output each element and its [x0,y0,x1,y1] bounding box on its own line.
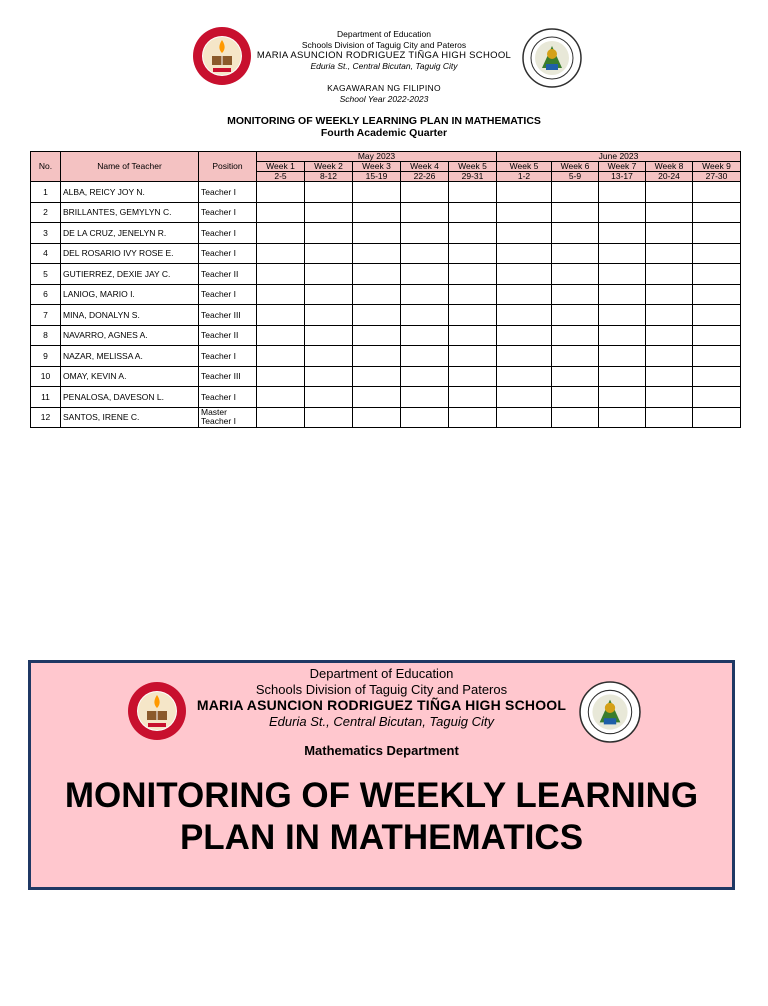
week-check-cell[interactable] [599,305,646,326]
week-check-cell[interactable] [257,366,305,387]
week-check-cell[interactable] [646,387,693,408]
row-teacher-name: MINA, DONALYN S. [61,305,199,326]
week-check-cell[interactable] [257,202,305,223]
month-may-header: May 2023 [257,152,497,162]
table-row [31,346,741,367]
banner-department: Department of Education [309,666,454,681]
week-dates: 5-9 [552,172,599,182]
week-check-cell[interactable] [497,325,552,346]
week-dates: 1-2 [497,172,552,182]
banner-school-seal-logo [127,681,187,741]
row-no: 6 [31,284,61,305]
week-check-cell[interactable] [401,407,449,428]
week-check-cell[interactable] [646,305,693,326]
header-school: MARIA ASUNCION RODRIGUEZ TIÑGA HIGH SCHOOL [256,50,512,61]
banner-school: MARIA ASUNCION RODRIGUEZ TIÑGA HIGH SCHOOL [196,697,567,713]
row-position: Teacher I [199,202,257,223]
school-seal-logo [192,26,252,86]
row-no: 10 [31,366,61,387]
week-check-cell[interactable] [497,284,552,305]
row-position: Teacher II [199,325,257,346]
header-kagawaran: KAGAWARAN NG FILIPINO [327,83,441,93]
week-check-cell[interactable] [257,346,305,367]
week-check-cell[interactable] [353,407,401,428]
week-check-cell[interactable] [401,223,449,244]
week-check-cell[interactable] [449,387,497,408]
week-check-cell[interactable] [646,202,693,223]
week-check-cell[interactable] [257,264,305,285]
table-row [31,387,741,408]
month-june-header: June 2023 [497,152,741,162]
header-division: Schools Division of Taguig City and Pateros [301,40,467,50]
row-position: Teacher III [199,305,257,326]
week-check-cell[interactable] [599,387,646,408]
week-check-cell[interactable] [693,243,741,264]
week-check-cell[interactable] [449,223,497,244]
week-check-cell[interactable] [552,407,599,428]
row-no: 12 [31,407,61,428]
header-title: MONITORING OF WEEKLY LEARNING PLAN IN MATHEMATICS [227,115,541,127]
week-check-cell[interactable] [599,264,646,285]
table-row [31,325,741,346]
week-check-cell[interactable] [497,387,552,408]
banner-dept: Mathematics Department [304,743,459,758]
week-check-cell[interactable] [305,366,353,387]
week-check-cell[interactable] [401,387,449,408]
week-check-cell[interactable] [305,202,353,223]
week-check-cell[interactable] [353,305,401,326]
week-check-cell[interactable] [353,202,401,223]
row-teacher-name: DEL ROSARIO IVY ROSE E. [61,243,199,264]
row-position: Teacher II [199,264,257,285]
week-check-cell[interactable] [401,325,449,346]
week-check-cell[interactable] [353,284,401,305]
table-row [31,407,741,428]
table-row [31,264,741,285]
title-banner [28,660,735,890]
row-position: Teacher I [199,387,257,408]
week-label: Week 5 [497,162,552,172]
week-check-cell[interactable] [552,366,599,387]
week-check-cell[interactable] [693,284,741,305]
week-label: Week 8 [646,162,693,172]
week-check-cell[interactable] [497,223,552,244]
week-check-cell[interactable] [305,243,353,264]
week-check-cell[interactable] [497,202,552,223]
week-check-cell[interactable] [599,284,646,305]
row-teacher-name: ALBA, REICY JOY N. [61,182,199,203]
week-check-cell[interactable] [693,202,741,223]
week-check-cell[interactable] [257,305,305,326]
week-label: Week 9 [693,162,741,172]
week-check-cell[interactable] [497,305,552,326]
week-label: Week 7 [599,162,646,172]
week-check-cell[interactable] [257,223,305,244]
week-check-cell[interactable] [646,346,693,367]
week-check-cell[interactable] [552,223,599,244]
week-check-cell[interactable] [449,264,497,285]
week-check-cell[interactable] [552,243,599,264]
week-dates: 22-26 [401,172,449,182]
week-check-cell[interactable] [552,264,599,285]
division-seal-logo [522,28,582,88]
row-teacher-name: SANTOS, IRENE C. [61,407,199,428]
header-school-year: School Year 2022-2023 [339,94,429,104]
row-teacher-name: LANIOG, MARIO I. [61,284,199,305]
week-check-cell[interactable] [552,182,599,203]
week-check-cell[interactable] [497,243,552,264]
week-check-cell[interactable] [599,366,646,387]
week-check-cell[interactable] [449,366,497,387]
monitoring-table [30,151,741,428]
week-check-cell[interactable] [599,407,646,428]
week-check-cell[interactable] [353,223,401,244]
week-check-cell[interactable] [693,346,741,367]
week-check-cell[interactable] [693,387,741,408]
week-label: Week 2 [305,162,353,172]
week-check-cell[interactable] [693,366,741,387]
week-check-cell[interactable] [353,264,401,285]
week-check-cell[interactable] [401,243,449,264]
row-teacher-name: NAZAR, MELISSA A. [61,346,199,367]
week-check-cell[interactable] [646,223,693,244]
week-check-cell[interactable] [599,182,646,203]
week-check-cell[interactable] [305,325,353,346]
header-address: Eduria St., Central Bicutan, Taguig City [310,61,458,71]
row-no: 9 [31,346,61,367]
week-check-cell[interactable] [646,366,693,387]
table-row [31,284,741,305]
week-check-cell[interactable] [401,305,449,326]
row-position: Teacher I [199,182,257,203]
week-check-cell[interactable] [401,264,449,285]
week-check-cell[interactable] [646,182,693,203]
row-teacher-name: PENALOSA, DAVESON L. [61,387,199,408]
table-row [31,243,741,264]
banner-title-line2: PLAN IN MATHEMATICS [179,818,584,857]
week-check-cell[interactable] [449,407,497,428]
banner-division: Schools Division of Taguig City and Pateros [255,682,508,697]
week-check-cell[interactable] [305,284,353,305]
week-check-cell[interactable] [552,325,599,346]
banner-address: Eduria St., Central Bicutan, Taguig City [269,714,494,729]
week-check-cell[interactable] [401,284,449,305]
week-dates: 20-24 [646,172,693,182]
week-check-cell[interactable] [449,182,497,203]
row-no: 5 [31,264,61,285]
row-teacher-name: BRILLANTES, GEMYLYN C. [61,202,199,223]
row-no: 3 [31,223,61,244]
week-check-cell[interactable] [449,202,497,223]
week-check-cell[interactable] [646,264,693,285]
row-no: 4 [31,243,61,264]
banner-title-line1: MONITORING OF WEEKLY LEARNING [64,776,699,815]
week-check-cell[interactable] [305,387,353,408]
week-check-cell[interactable] [353,243,401,264]
week-check-cell[interactable] [305,264,353,285]
header-subtitle: Fourth Academic Quarter [320,127,448,139]
week-check-cell[interactable] [353,387,401,408]
week-check-cell[interactable] [353,182,401,203]
week-dates: 29-31 [449,172,497,182]
week-check-cell[interactable] [599,202,646,223]
week-label: Week 4 [401,162,449,172]
week-check-cell[interactable] [257,387,305,408]
week-check-cell[interactable] [646,243,693,264]
week-check-cell[interactable] [449,325,497,346]
row-teacher-name: DE LA CRUZ, JENELYN R. [61,223,199,244]
week-check-cell[interactable] [353,346,401,367]
table-row [31,223,741,244]
week-dates: 8-12 [305,172,353,182]
row-position: Teacher I [199,346,257,367]
col-name-header: Name of Teacher [61,152,199,182]
week-check-cell[interactable] [401,366,449,387]
week-check-cell[interactable] [305,223,353,244]
week-check-cell[interactable] [693,407,741,428]
week-check-cell[interactable] [305,407,353,428]
week-check-cell[interactable] [646,284,693,305]
col-no-header: No. [31,152,61,182]
week-check-cell[interactable] [693,305,741,326]
week-check-cell[interactable] [693,325,741,346]
row-position: Master Teacher I [199,407,257,428]
week-check-cell[interactable] [449,346,497,367]
week-dates: 2-5 [257,172,305,182]
week-check-cell[interactable] [693,264,741,285]
week-check-cell[interactable] [257,182,305,203]
row-no: 1 [31,182,61,203]
row-teacher-name: OMAY, KEVIN A. [61,366,199,387]
week-label: Week 6 [552,162,599,172]
week-check-cell[interactable] [497,346,552,367]
week-check-cell[interactable] [497,366,552,387]
week-check-cell[interactable] [599,223,646,244]
week-label: Week 1 [257,162,305,172]
row-no: 11 [31,387,61,408]
week-check-cell[interactable] [497,407,552,428]
table-row [31,305,741,326]
week-check-cell[interactable] [449,305,497,326]
week-check-cell[interactable] [305,305,353,326]
row-position: Teacher I [199,243,257,264]
week-check-cell[interactable] [353,366,401,387]
row-position: Teacher I [199,223,257,244]
table-row [31,182,741,203]
week-dates: 13-17 [599,172,646,182]
week-check-cell[interactable] [552,346,599,367]
week-check-cell[interactable] [401,182,449,203]
week-check-cell[interactable] [693,182,741,203]
week-check-cell[interactable] [401,202,449,223]
banner-division-seal-logo [579,681,641,743]
week-check-cell[interactable] [449,243,497,264]
row-position: Teacher I [199,284,257,305]
week-check-cell[interactable] [552,305,599,326]
row-teacher-name: GUTIERREZ, DEXIE JAY C. [61,264,199,285]
row-no: 8 [31,325,61,346]
week-check-cell[interactable] [599,325,646,346]
week-check-cell[interactable] [497,264,552,285]
week-check-cell[interactable] [257,243,305,264]
week-dates: 27-30 [693,172,741,182]
week-check-cell[interactable] [353,325,401,346]
week-check-cell[interactable] [257,407,305,428]
week-check-cell[interactable] [693,223,741,244]
week-dates: 15-19 [353,172,401,182]
header-department: Department of Education [336,29,432,39]
week-check-cell[interactable] [305,346,353,367]
table-row [31,202,741,223]
week-check-cell[interactable] [552,387,599,408]
row-no: 7 [31,305,61,326]
table-row [31,366,741,387]
week-label: Week 5 [449,162,497,172]
week-check-cell[interactable] [552,284,599,305]
row-teacher-name: NAVARRO, AGNES A. [61,325,199,346]
week-check-cell[interactable] [552,202,599,223]
week-check-cell[interactable] [599,346,646,367]
week-check-cell[interactable] [257,284,305,305]
col-position-header: Position [199,152,257,182]
week-check-cell[interactable] [646,325,693,346]
row-no: 2 [31,202,61,223]
week-check-cell[interactable] [646,407,693,428]
week-check-cell[interactable] [257,325,305,346]
week-check-cell[interactable] [305,182,353,203]
week-check-cell[interactable] [449,284,497,305]
week-check-cell[interactable] [497,182,552,203]
week-check-cell[interactable] [401,346,449,367]
row-position: Teacher III [199,366,257,387]
week-label: Week 3 [353,162,401,172]
week-check-cell[interactable] [599,243,646,264]
